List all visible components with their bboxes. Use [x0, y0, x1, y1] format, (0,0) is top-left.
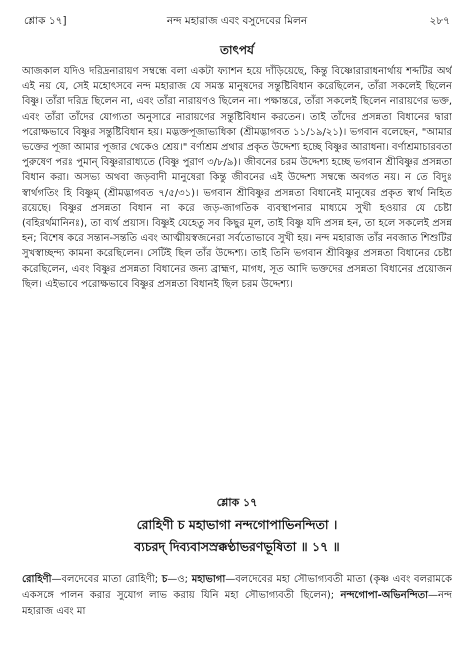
- synonyms-paragraph: [22, 572, 452, 620]
- purport-paragraph: আজকাল যদিও দরিদ্রনারায়ণ সম্বন্ধে বলা একটা ফ্যাশন হয়ে দাঁড়িয়েছে, কিন্তু বিষ্ণোরারাধনার্থায় শব্দটির অর্থ এই নয় যে, সেই মহোৎসবে নন্দ মহারাজ যে সমস্ত মানুষদের সন্তুষ্টিবিধান করেছিলেন, তাঁরা সকলেই ছিলেন বিষ্ণু। তাঁরা দরিদ্র ছিলেন না, এবং তাঁরা নারায়ণও ছিলেন না। পক্ষান্তরে, তাঁরা সকলেই ছিলেন নারায়ণের ভক্ত, এবং তাঁরা তাঁদের যোগ্যতা অনুসারে নারায়ণের সন্তুষ্টিবিধান করতেন। তাই তাঁদের প্রসন্নতা বিধানের দ্বারা পরোক্ষভাবে বিষ্ণুর সন্তুষ্টিবিধান হয়। মদ্ভক্তপূজাভ্যধিকা (শ্রীমদ্ভাগবত ১১/১৯/২১)। ভগবান বলেছেন, "আমার ভক্তের পূজা আমার পূজার থেকেও শ্রেয়।" বর্ণাশ্রম প্রথার প্রকৃত উদ্দেশ্য হচ্ছে বিষ্ণুর আরাধনা। বর্ণাশ্রমাচারবতা পুরুষেণ পরঃ পুমান্ বিষ্ণুরারাধ্যতে (বিষ্ণু পুরাণ ৩/৮/৯)। জীবনের চরম উদ্দেশ্য হচ্ছে ভগবান শ্রীবিষ্ণুর প্রসন্নতা বিধান করা। অসভ্য অথবা জড়বাদী মানুষেরা কিন্তু জীবনের এই উদ্দেশ্য সম্বন্ধে অবগত নয়। ন তে বিদুঃ স্বার্থগতিং হি বিষ্ণুম্ (শ্রীমদ্ভাগবত ৭/৫/৩১)। ভগবান শ্রীবিষ্ণুর প্রসন্নতা বিধানেই মানুষের প্রকৃত স্বার্থ নিহিত রয়েছে। বিষ্ণুর প্রসন্নতা বিধান না করে জড়-জাগতিক ব্যবস্থাপনার মাধ্যমে সুখী হওয়ার যে চেষ্টা (বহিরর্থমানিনঃ), তা ব্যর্থ প্রয়াস। বিষ্ণুই যেহেতু সব কিছুর মূল, তাই বিষ্ণু যদি প্রসন্ন হন, তা হলে সকলেই প্রসন্ন হন; বিশেষ করে সন্তান-সন্ততি এবং আত্মীয়স্বজনেরা সর্বতোভাবে সুখী হয়। নন্দ মহারাজ তাঁর নবজাত শিশুটির সুখস্বাচ্ছন্দ্য কামনা করেছিলেন। সেটিই ছিল তাঁর উদ্দেশ্য। তাই তিনি ভগবান শ্রীবিষ্ণুর প্রসন্নতা বিধানের চেষ্টা করেছিলেন, এবং বিষ্ণুর প্রসন্নতা বিধানের জন্য ব্রাহ্মণ, মাগধ, সূত আদি ভক্তদের প্রসন্নতা বিধানের প্রয়োজন ছিল। এইভাবে পরোক্ষভাবে বিষ্ণুর প্রসন্নতা বিধানই ছিল চরম উদ্দেশ্য।: [22, 66, 452, 290]
- verse-line-2: ব্যচরদ্ দিব্যবাসস্রক্কণ্ঠাভরণভূষিতা ॥ ১৭ ॥: [134, 539, 340, 554]
- chapter-title: নন্দ মহারাজ এবং বসুদেবের মিলন: [166, 15, 308, 27]
- verse-line-1: রোহিণী চ মহাভাগা নন্দগোপাভিনন্দিতা ।: [136, 517, 338, 532]
- synonym-word: মহাভাগা: [191, 574, 226, 585]
- word-for-word-synonyms: [22, 572, 452, 624]
- verse-heading: শ্লোক ১৭: [216, 496, 258, 509]
- purport-body: [22, 64, 452, 468]
- verse-reference: শ্লোক ১৭]: [24, 15, 67, 27]
- synonym-word: চ: [161, 574, 168, 585]
- page-header: [22, 12, 452, 30]
- synonym-meaning: —বলদেবের মহা সৌভাগ্যবতী মাতা (কৃষ্ণ এবং বলরামকে একসঙ্গে পালন করার সুযোগ লাভ করায় যিনি মহা সৌভাগ্যবতী ছিলেন);: [22, 574, 452, 601]
- synonym-word: রোহিণী: [22, 574, 52, 585]
- purport-heading: তাৎপর্য: [220, 43, 254, 57]
- sanskrit-verse: [22, 514, 452, 558]
- synonym-meaning: —বলদেবের মাতা রোহিণী;: [51, 574, 162, 585]
- synonym-word: নন্দগোপা-অভিনন্দিতা: [340, 590, 428, 601]
- synonym-meaning: —ও;: [167, 574, 192, 585]
- synonym-meaning: —নন্দ মহারাজ এবং মা: [22, 590, 452, 617]
- page-number: ২৮৭: [429, 15, 450, 27]
